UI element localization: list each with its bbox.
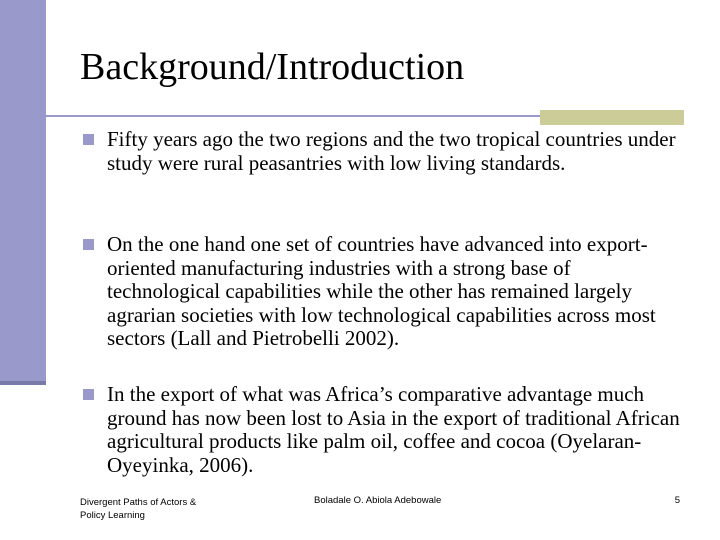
slide-title: Background/Introduction: [80, 46, 465, 88]
left-accent-bar: [0, 0, 46, 381]
bullet-text: Fifty years ago the two regions and the two tropical countries under study were rural peasantries with low living standards.: [107, 127, 676, 175]
footer-page-number: 5: [674, 495, 680, 506]
footer-presentation-title: Divergent Paths of Actors & Policy Learning: [80, 497, 197, 521]
bullet-text: In the export of what was Africa’s comparative advantage much ground has now been lost to Asia in the export of traditional African agricultural products like palm oil, coffee and cocoa (Oyelaran-Oyeyinka, 2006).: [107, 382, 680, 477]
square-bullet-icon: [83, 239, 94, 250]
bullet-text: On the one hand one set of countries have advanced into export-oriented manufacturing industries with a strong base of technological capabilities while the other has remained largely agrarian societies with low technological capabilities across most sectors (Lall and Pietrobelli 2002).: [107, 232, 656, 350]
title-accent-block: [540, 110, 684, 125]
left-accent-bar-shadow: [0, 381, 46, 385]
square-bullet-icon: [83, 134, 94, 145]
footer-author: Boladale O. Abiola Adebowale: [314, 495, 442, 506]
square-bullet-icon: [83, 389, 94, 400]
